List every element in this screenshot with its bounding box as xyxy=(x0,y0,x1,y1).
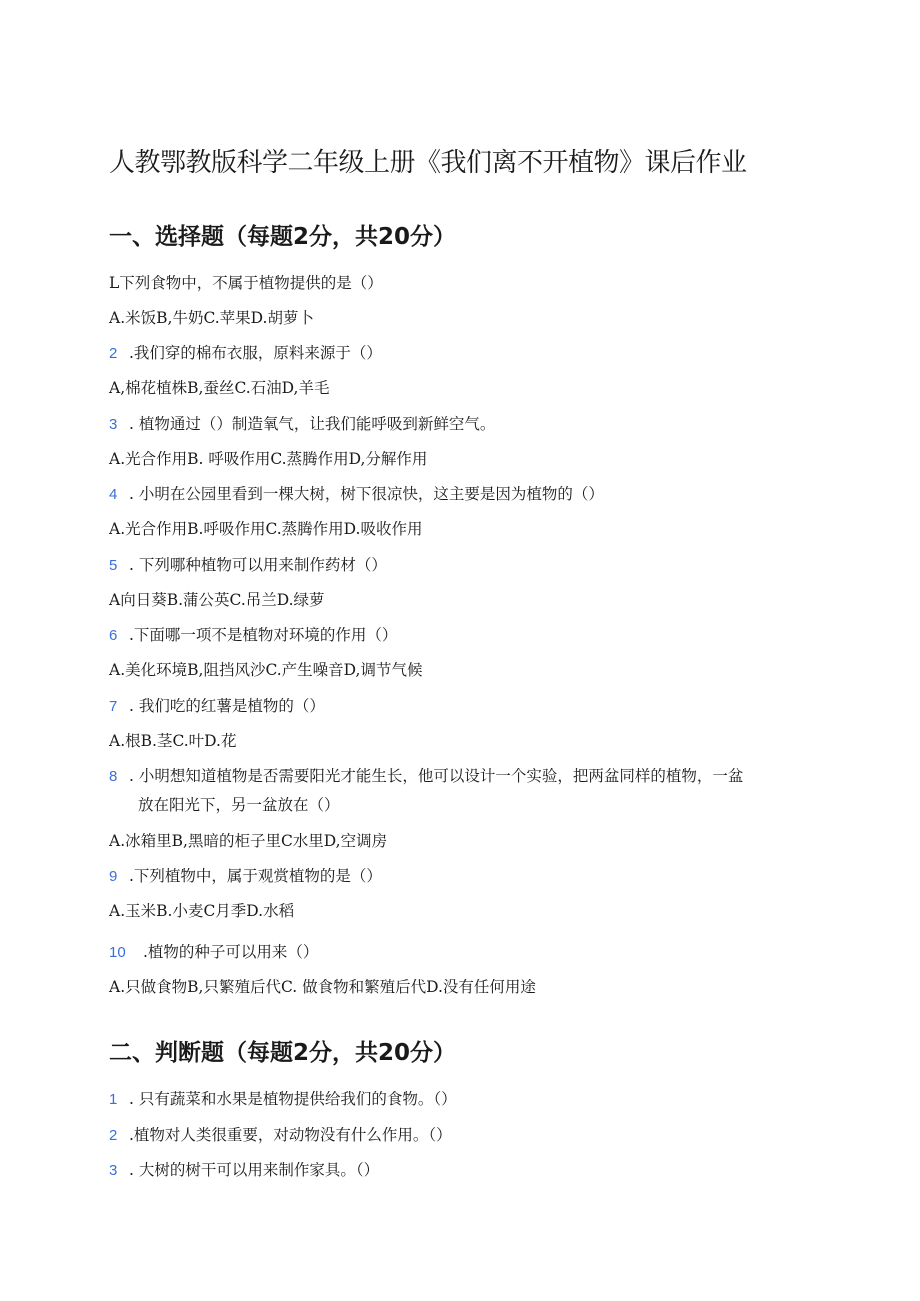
question-number: 8 xyxy=(109,768,118,785)
question-text: .植物对人类很重要，对动物没有什么作用。（） xyxy=(129,1126,452,1144)
question-text: .下列植物中，属于观赏植物的是（） xyxy=(129,867,382,885)
judgment-2 xyxy=(109,1124,452,1147)
question-7 xyxy=(109,695,325,718)
question-number: 6 xyxy=(109,627,118,644)
question-6 xyxy=(109,624,397,647)
question-1-options: A.米饭B,牛奶C.苹果D.胡萝卜 xyxy=(109,309,314,327)
question-2-options: A,棉花植株B,蚕丝C.石油D,羊毛 xyxy=(109,379,330,397)
question-number: 5 xyxy=(109,557,118,574)
question-text: . 大树的树干可以用来制作家具。（） xyxy=(129,1161,380,1179)
question-5-options: A向日葵B.蒲公英C.吊兰D.绿萝 xyxy=(109,591,325,609)
question-number: 3 xyxy=(109,416,118,433)
question-10 xyxy=(109,941,318,964)
question-number: 3 xyxy=(109,1162,118,1179)
question-text: . 小明在公园里看到一棵大树，树下很凉快，这主要是因为植物的（） xyxy=(129,485,604,503)
question-text: . 只有蔬菜和水果是植物提供给我们的食物。（） xyxy=(129,1090,457,1108)
question-8 xyxy=(109,765,743,788)
question-8-text-continued: 放在阳光下，另一盆放在（） xyxy=(138,796,340,814)
question-number: 9 xyxy=(109,868,118,885)
document-title: 人教鄂教版科学二年级上册《我们离不开植物》课后作业 xyxy=(109,148,747,178)
question-text: . 下列哪种植物可以用来制作药材（） xyxy=(129,556,387,574)
question-number: 4 xyxy=(109,486,118,503)
question-text: .我们穿的棉布衣服，原料来源于（） xyxy=(129,344,382,362)
question-number: 2 xyxy=(109,1127,118,1144)
question-9-options: A.玉米B.小麦C月季D.水稻 xyxy=(109,902,295,920)
question-number: 2 xyxy=(109,345,118,362)
question-number: 1 xyxy=(109,1091,118,1108)
question-text: . 小明想知道植物是否需要阳光才能生长，他可以设计一个实验，把两盆同样的植物，一盆 xyxy=(129,767,744,785)
section-heading-choice: 一、选择题（每题2分，共20分） xyxy=(109,224,457,250)
judgment-3 xyxy=(109,1159,379,1182)
question-4 xyxy=(109,483,604,506)
question-9 xyxy=(109,865,382,888)
question-2 xyxy=(109,342,382,365)
question-5 xyxy=(109,554,387,577)
question-text: . 我们吃的红薯是植物的（） xyxy=(129,697,325,715)
question-text: .植物的种子可以用来（） xyxy=(143,943,319,961)
question-number: 10 xyxy=(109,944,126,961)
question-number: 7 xyxy=(109,698,118,715)
section-heading-judgment: 二、判断题（每题2分，共20分） xyxy=(109,1040,457,1066)
question-1-text: L下列食物中，不属于植物提供的是（） xyxy=(109,274,383,292)
question-text: .下面哪一项不是植物对环境的作用（） xyxy=(129,626,398,644)
question-10-options: A.只做食物B,只繁殖后代C. 做食物和繁殖后代D.没有任何用途 xyxy=(109,978,536,996)
question-3 xyxy=(109,413,495,436)
judgment-1 xyxy=(109,1088,457,1111)
question-6-options: A.美化环境B,阻挡风沙C.产生噪音D,调节气候 xyxy=(109,661,423,679)
question-3-options: A.光合作用B. 呼吸作用C.蒸腾作用D,分解作用 xyxy=(109,450,428,468)
question-7-options: A.根B.茎C.叶D.花 xyxy=(109,732,237,750)
question-4-options: A.光合作用B.呼吸作用C.蒸腾作用D.吸收作用 xyxy=(109,520,423,538)
question-8-options: A.冰箱里B,黑暗的柜子里C水里D,空调房 xyxy=(109,832,388,850)
question-text: . 植物通过（）制造氧气，让我们能呼吸到新鲜空气。 xyxy=(129,415,496,433)
